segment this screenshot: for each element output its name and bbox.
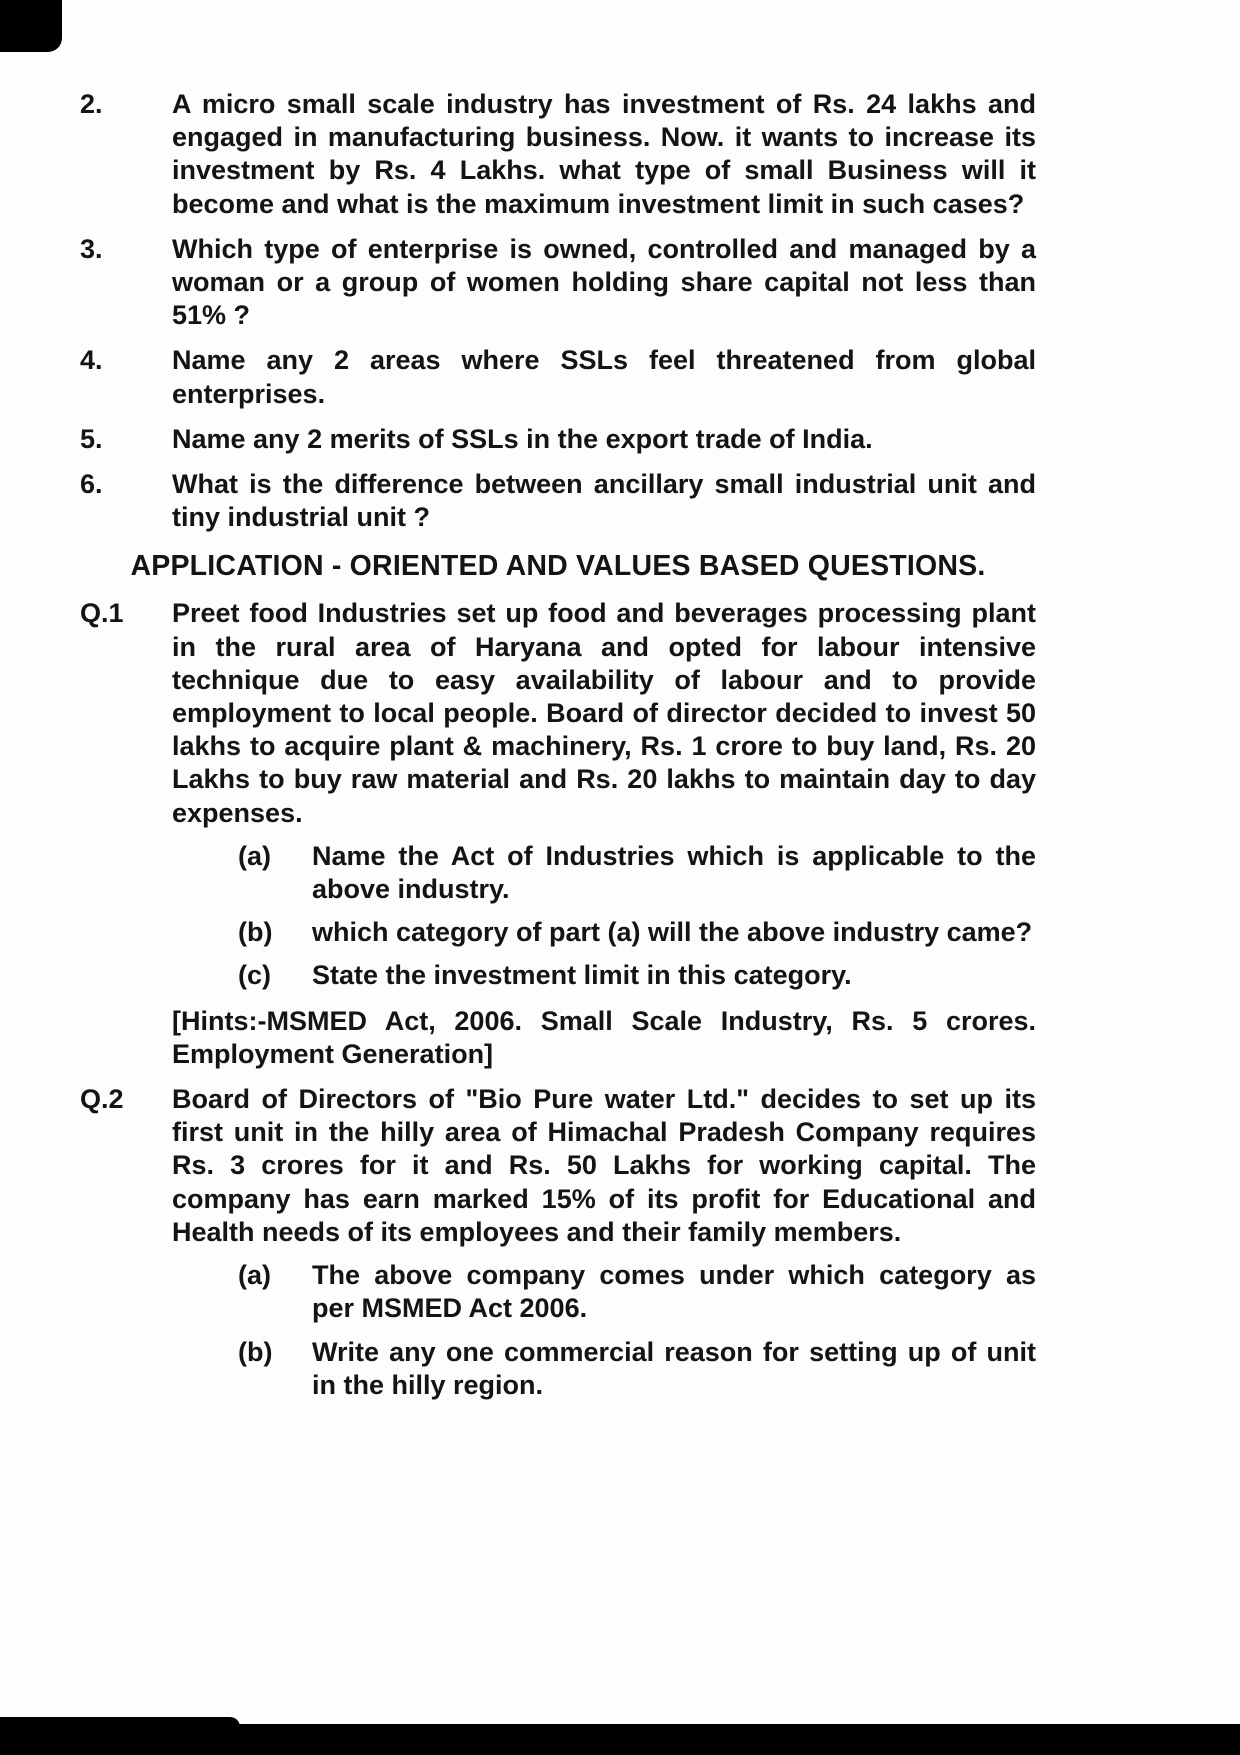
question-text: What is the difference between ancillary small industrial unit and tiny industrial unit ? — [172, 469, 1036, 533]
question-number: 4. — [80, 345, 103, 376]
question-subpart — [238, 1259, 1036, 1325]
subpart-label: (b) — [238, 917, 273, 948]
hint-text: [Hints:-MSMED Act, 2006. Small Scale Industry, Rs. 5 crores. Employment Generation] — [172, 1005, 1036, 1069]
subpart-text: The above company comes under which category as per MSMED Act 2006. — [312, 1260, 1036, 1324]
question-text: Name any 2 merits of SSLs in the export trade of India. — [172, 423, 873, 454]
question-number: Q.2 — [80, 1084, 124, 1115]
question-subpart — [238, 916, 1036, 949]
question-text: Name any 2 areas where SSLs feel threatened from global enterprises. — [172, 345, 1036, 409]
question-subpart — [238, 1336, 1036, 1402]
question-text: Which type of enterprise is owned, controlled and managed by a woman or a group of women holding share capital not less than 51% ? — [172, 233, 1036, 331]
subpart-label: (a) — [238, 840, 271, 871]
question-item — [80, 423, 1036, 456]
question-number: 2. — [80, 89, 103, 119]
subpart-label: (c) — [238, 960, 271, 991]
question-item — [80, 344, 1036, 410]
question-item — [80, 233, 1036, 333]
subpart-text: which category of part (a) will the above industry came? — [312, 917, 1033, 948]
question-subpart — [238, 840, 1036, 906]
subpart-text: Name the Act of Industries which is applicable to the above industry. — [312, 840, 1036, 905]
question-subpart — [238, 959, 1036, 992]
application-question — [80, 1083, 1036, 1402]
question-number: 3. — [80, 233, 103, 264]
question-number: Q.1 — [80, 598, 124, 629]
question-item — [80, 88, 1036, 221]
subpart-text: Write any one commercial reason for setting up of unit in the hilly region. — [312, 1336, 1036, 1400]
question-number: 5. — [80, 423, 103, 454]
application-question — [80, 597, 1036, 1071]
section-heading: APPLICATION - ORIENTED AND VALUES BASED QUESTIONS. — [130, 550, 986, 583]
question-item — [80, 468, 1036, 534]
scan-artifact-top-left-corner — [0, 0, 62, 52]
scan-artifact-bottom-bar — [0, 1724, 1240, 1755]
question-number: 6. — [80, 469, 103, 500]
document-page — [80, 88, 1036, 1414]
subpart-label: (b) — [238, 1336, 273, 1367]
question-text: Board of Directors of "Bio Pure water Ltd." decides to set up its first unit in the hilly area of Himachal Pradesh Company requires Rs. 3 crores for it and Rs. 50 Lakhs for working capital. The company has earn marked 15% of its profit for Educational and Health needs of its employees and their family members. — [172, 1084, 1036, 1247]
question-text: A micro small scale industry has investment of Rs. 24 lakhs and engaged in manufacturing business. Now. it wants to increase its investment by Rs. 4 Lakhs. what type of small Business will it become and what is the maximum investment limit in such cases? — [172, 89, 1036, 219]
question-text: Preet food Industries set up food and beverages processing plant in the rural area of Haryana and opted for labour intensive technique due to easy availability of labour and to provide employment to local people. Board of director decided to invest 50 lakhs to acquire plant & machinery, Rs. 1 crore to buy land, Rs. 20 Lakhs to buy raw material and Rs. 20 lakhs to maintain day to day expenses. — [172, 598, 1036, 828]
subpart-text: State the investment limit in this category. — [312, 960, 852, 991]
subpart-label: (a) — [238, 1260, 271, 1291]
